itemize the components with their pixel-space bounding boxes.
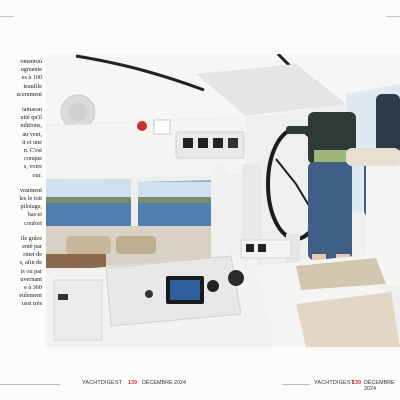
text-line: es à 100: [21, 74, 42, 82]
text-line: zcemment: [16, 90, 42, 98]
gauge-display: [213, 138, 223, 148]
sky-right: [138, 182, 211, 197]
page-number: 139: [352, 380, 361, 386]
top-rule-left: [0, 16, 14, 17]
gauge-display: [198, 138, 208, 148]
paragraph-1: [0, 58, 42, 99]
text-line: pilotage,: [20, 203, 42, 211]
sea-left: [46, 203, 131, 226]
magazine-name: YACHTDIGEST: [82, 380, 123, 386]
text-line: ts ou par: [20, 267, 42, 275]
sofa-cushion: [66, 236, 111, 254]
text-line: confort: [24, 219, 42, 227]
text-line: uvernant: [20, 275, 42, 283]
chartplotter-display: [170, 280, 200, 300]
text-line: s, voire: [23, 163, 42, 171]
issue-date: DÉCEMBRE 2024: [142, 380, 187, 386]
shore-right: [138, 197, 211, 203]
text-line: tamaran: [22, 106, 42, 114]
footer-rule: [0, 384, 60, 385]
text-line: uité qu'il: [20, 114, 42, 122]
red-switch-icon: [137, 121, 147, 131]
gauge-display: [228, 138, 238, 148]
text-line: vraiment: [20, 186, 42, 194]
text-line: s, afin de: [19, 259, 42, 267]
text-line: les le toit: [19, 195, 42, 203]
top-rule-right: [386, 16, 400, 17]
issue-date: DÉCEMBRE 2024: [364, 380, 395, 392]
person-arm: [286, 126, 312, 134]
text-line: our.: [32, 171, 42, 179]
text-line: rmet de: [23, 251, 42, 259]
text-line: n. C'est: [23, 147, 42, 155]
switch-plate: [154, 120, 170, 134]
sofa-cushion: [116, 236, 156, 254]
text-line: conque: [24, 155, 42, 163]
text-line: ugmente: [20, 66, 42, 74]
throttle-knob: [207, 280, 219, 292]
page-footer-left: [0, 380, 200, 394]
control-button-icon: [258, 244, 266, 252]
gauge-display: [183, 138, 193, 148]
text-line: ile grâce: [20, 234, 42, 242]
article-text-column: [0, 58, 42, 316]
text-line: omentoù: [20, 58, 42, 65]
shore-left: [46, 197, 131, 203]
switch-icon: [58, 294, 68, 300]
second-person: [376, 94, 400, 154]
console-side-panel: [54, 280, 102, 340]
text-line: au vent,: [22, 130, 42, 138]
paragraph-3: [0, 187, 42, 228]
wood-table: [46, 254, 106, 268]
paragraph-4: [0, 235, 42, 309]
text-line: nditions,: [20, 122, 42, 130]
paragraph-2: [0, 106, 42, 180]
text-line: ussi très: [21, 300, 42, 308]
text-line: enté par: [22, 243, 42, 251]
helm-seat: [346, 148, 400, 166]
text-line: teaufile: [23, 82, 42, 90]
speaker-cone: [69, 103, 87, 121]
person-jeans: [308, 162, 352, 260]
text-line: bas et: [27, 211, 42, 219]
sky-left: [46, 179, 131, 197]
page-number: 139: [128, 380, 137, 386]
control-button-icon: [246, 244, 254, 252]
magazine-name: YACHTDIGEST: [314, 380, 355, 386]
helm-station-illustration: [46, 54, 400, 347]
control-knob: [145, 290, 153, 298]
text-line: eulement: [19, 292, 42, 300]
footer-rule: [282, 384, 310, 385]
helm-station-photo: [46, 54, 400, 347]
joystick-icon: [228, 270, 244, 286]
page-footer-right: [282, 380, 400, 394]
sea-right: [138, 203, 211, 226]
text-line: it et une: [22, 138, 42, 146]
text-line: e à 360: [24, 284, 42, 292]
